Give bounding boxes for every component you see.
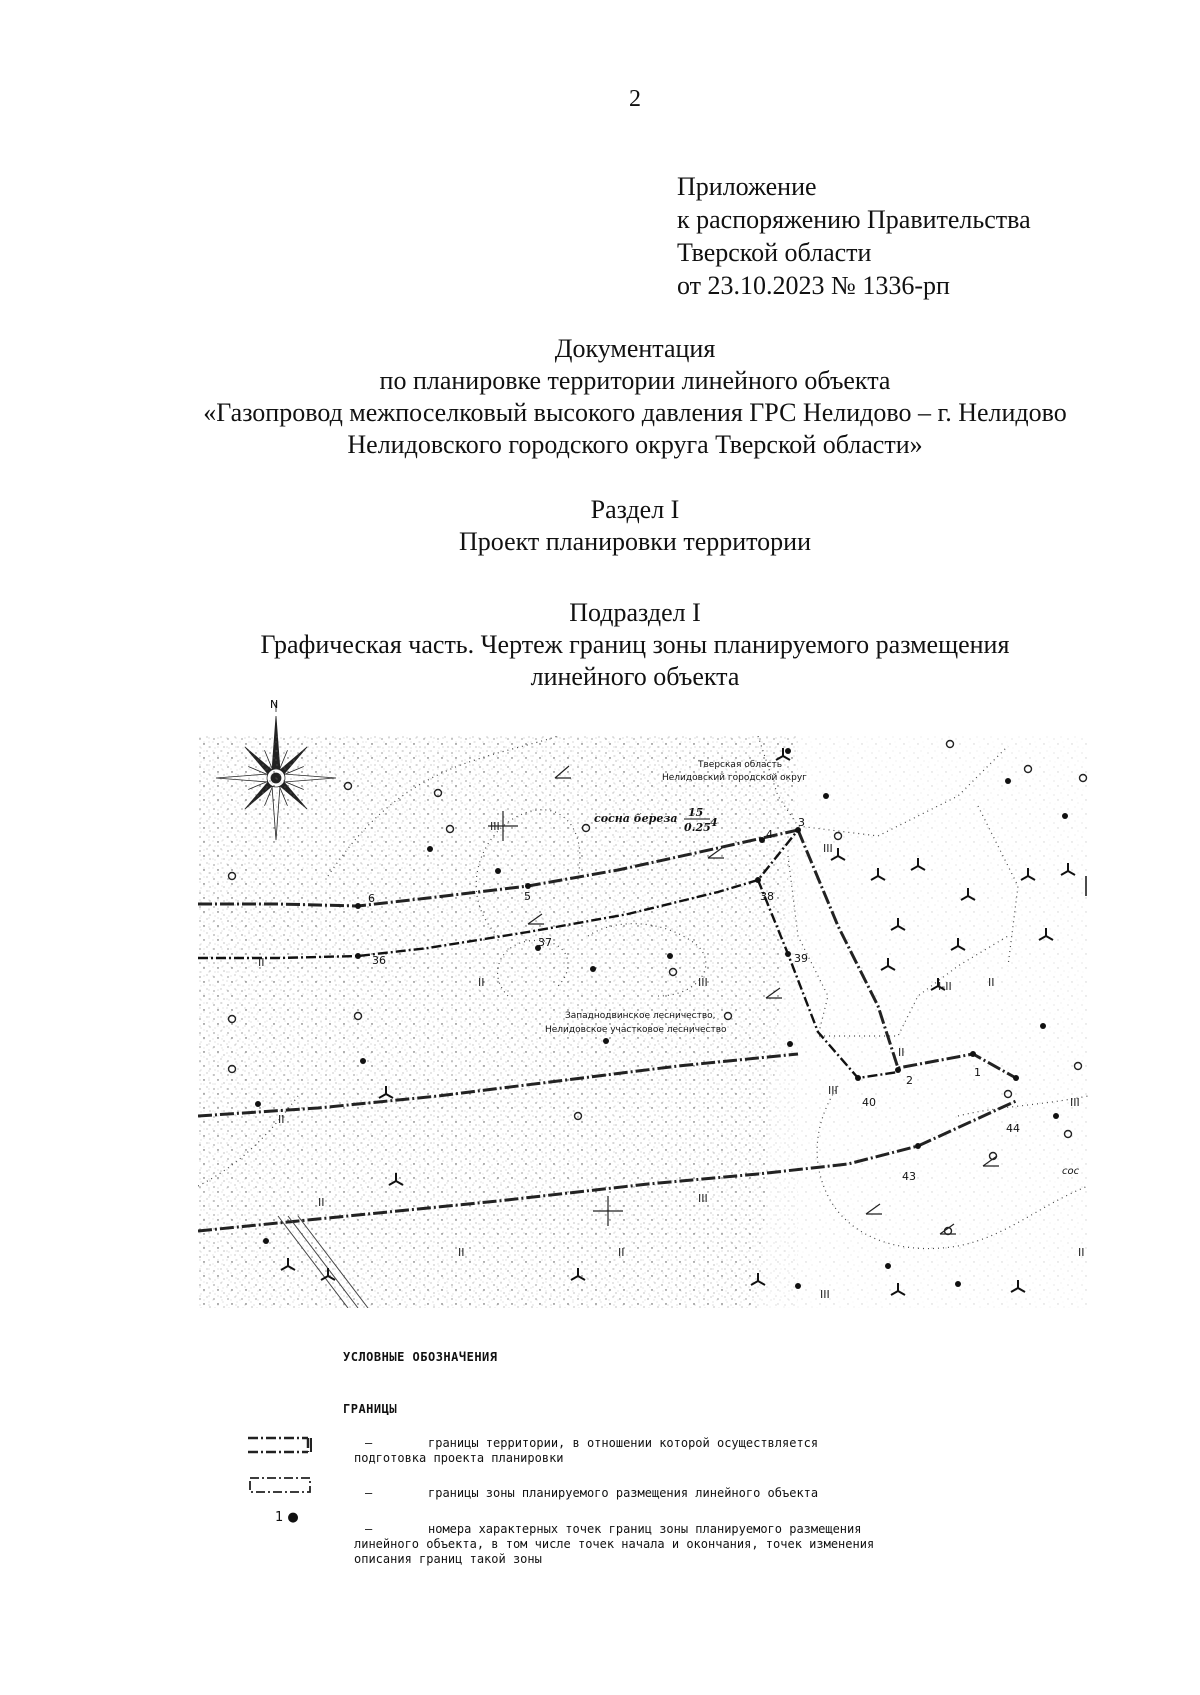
subsection-heading bbox=[0, 597, 1200, 693]
svg-text:III: III bbox=[698, 1192, 708, 1205]
svg-text:III: III bbox=[490, 820, 500, 833]
cut-label: сос bbox=[1062, 1166, 1080, 1177]
title-line: по планировке территории линейного объекта bbox=[379, 366, 891, 395]
appendix-line: к распоряжению Правительства bbox=[677, 205, 1031, 234]
legend-dash: – bbox=[365, 1436, 373, 1450]
svg-text:II: II bbox=[318, 1196, 325, 1209]
point-number: 1 bbox=[974, 1066, 981, 1079]
point-number: 6 bbox=[368, 892, 375, 905]
svg-text:II: II bbox=[898, 1046, 905, 1059]
point-number: 40 bbox=[862, 1096, 876, 1109]
svg-text:II: II bbox=[1078, 1246, 1085, 1259]
title-line: Документация bbox=[554, 334, 716, 363]
compass-north-label: N bbox=[270, 698, 279, 711]
subsection-number: Подраздел I bbox=[569, 598, 701, 627]
title-line: Нелидовского городского округа Тверской области» bbox=[347, 430, 923, 459]
page-number: 2 bbox=[629, 86, 641, 112]
svg-text:III: III bbox=[820, 1288, 830, 1301]
district-label: Нелидовский городской округ bbox=[662, 773, 807, 783]
section-number: Раздел I bbox=[590, 495, 680, 524]
forestry-label: Западнодвинское лесничество, bbox=[565, 1011, 716, 1021]
svg-text:I-II: I-II bbox=[938, 980, 952, 993]
subsection-name: Графическая часть. Чертеж границ зоны планируемого размещения bbox=[260, 630, 1010, 659]
tree-fraction-suffix: 4 bbox=[710, 816, 718, 829]
point-number: 38 bbox=[760, 890, 774, 903]
document-title bbox=[0, 333, 1200, 461]
svg-text:III: III bbox=[828, 1084, 838, 1097]
forestry-sublabel: Нелидовское участковое лесничество bbox=[545, 1025, 727, 1035]
subsection-name: линейного объекта bbox=[530, 662, 740, 691]
svg-text:III: III bbox=[823, 842, 833, 855]
legend-dash: – bbox=[365, 1522, 373, 1536]
point-number-symbol: 1 ● bbox=[275, 1510, 299, 1525]
point-number: 39 bbox=[794, 952, 808, 965]
tree-fraction-top: 15 bbox=[688, 806, 704, 819]
region-label: Тверская область bbox=[698, 760, 783, 770]
appendix-line: Приложение bbox=[677, 172, 817, 201]
tree-fraction-bottom: 0.25 bbox=[684, 821, 711, 834]
appendix-date: от 23.10.2023 № 1336-рп bbox=[677, 271, 950, 300]
legend-text: границы территории, в отношении которой осуществляется подготовка проекта планировки bbox=[354, 1436, 819, 1465]
planning-map bbox=[198, 736, 1088, 1308]
point-number: 37 bbox=[538, 936, 552, 949]
section-heading bbox=[0, 494, 1200, 558]
zone-boundary-symbol-icon bbox=[246, 1472, 316, 1496]
map-drawing bbox=[198, 736, 1088, 1308]
legend-text: границы зоны планируемого размещения линейного объекта bbox=[428, 1486, 819, 1500]
svg-text:II: II bbox=[618, 1246, 625, 1259]
appendix-line: Тверской области bbox=[677, 238, 872, 267]
legend-dash: – bbox=[365, 1486, 373, 1500]
point-number: 44 bbox=[1006, 1122, 1020, 1135]
legend-text: номера характерных точек границ зоны планируемого размещения линейного объекта, в том числе точек начала и окончания, точек изменения описания границ такой зоны bbox=[354, 1522, 875, 1566]
svg-text:II: II bbox=[478, 976, 485, 989]
point-number: 5 bbox=[524, 890, 531, 903]
svg-text:III: III bbox=[1070, 1096, 1080, 1109]
tree-species-label: сосна береза bbox=[594, 812, 678, 825]
point-number: 36 bbox=[372, 954, 386, 967]
point-number: 2 bbox=[906, 1074, 913, 1087]
svg-text:II: II bbox=[278, 1113, 285, 1126]
legend-title: УСЛОВНЫЕ ОБОЗНАЧЕНИЯ bbox=[343, 1350, 498, 1364]
appendix-block bbox=[677, 170, 1031, 302]
point-number: 4 bbox=[766, 828, 773, 841]
section-name: Проект планировки территории bbox=[458, 527, 812, 556]
territory-boundary-symbol-icon bbox=[246, 1434, 316, 1458]
title-line: «Газопровод межпоселковый высокого давления ГРС Нелидово – г. Нелидово bbox=[203, 398, 1067, 427]
svg-text:II: II bbox=[458, 1246, 465, 1259]
svg-text:II: II bbox=[988, 976, 995, 989]
svg-text:II: II bbox=[258, 956, 265, 969]
legend-subtitle: ГРАНИЦЫ bbox=[343, 1402, 398, 1416]
svg-text:III: III bbox=[698, 976, 708, 989]
point-number: 43 bbox=[902, 1170, 916, 1183]
point-number: 3 bbox=[798, 816, 805, 829]
